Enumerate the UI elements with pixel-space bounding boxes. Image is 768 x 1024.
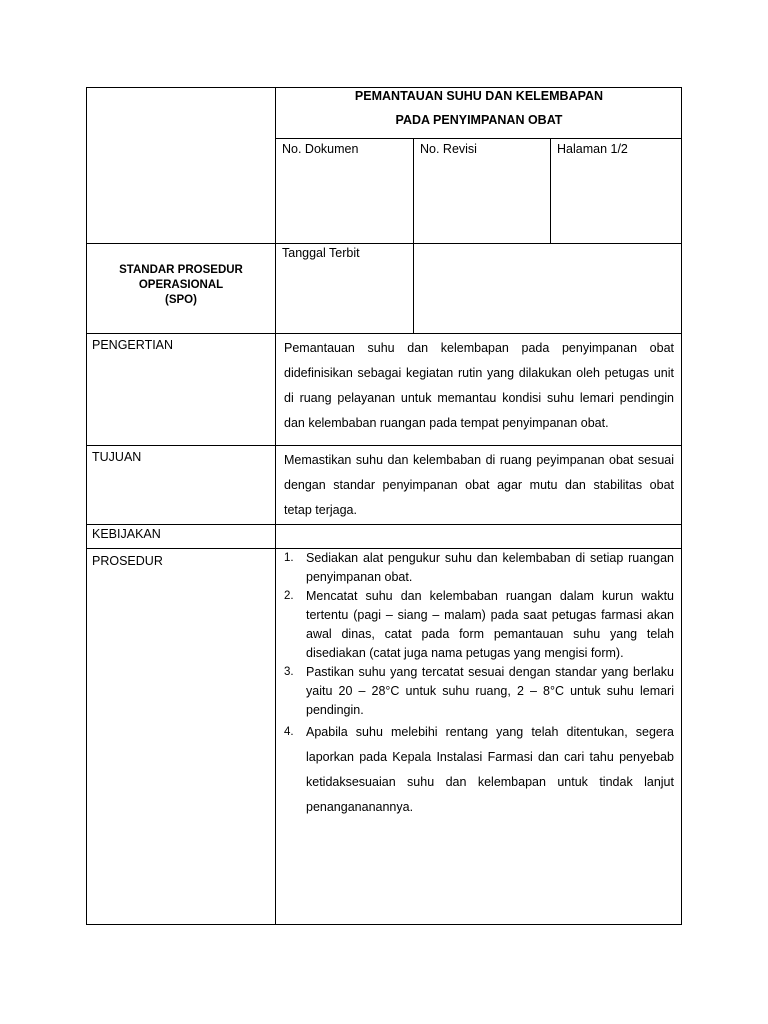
- halaman-label: Halaman 1/2: [557, 142, 628, 156]
- document-title-line1: PEMANTAUAN SUHU DAN KELEMBAPAN: [354, 89, 604, 103]
- step-number: 4.: [284, 726, 294, 738]
- border-top: [86, 87, 682, 88]
- tanggal-terbit-label: Tanggal Terbit: [282, 246, 360, 260]
- step-text: Pastikan suhu yang tercatat sesuai dengan standar yang berlaku yaitu 20 – 28°C untuk suhu ruang, 2 – 8°C untuk suhu lemari pendingin.: [306, 665, 674, 717]
- no-dokumen-label: No. Dokumen: [282, 142, 359, 156]
- spo-title-line1: STANDAR PROSEDUR: [119, 264, 243, 276]
- step-number: 2.: [284, 590, 294, 602]
- pengertian-line: dan kelembaban ruangan pada tempat penyimpanan obat.: [284, 416, 609, 430]
- row-divider-tanggal: [86, 243, 682, 244]
- row-divider-pengertian: [86, 333, 682, 334]
- prosedur-label: PROSEDUR: [92, 554, 163, 568]
- title-divider: [275, 138, 682, 139]
- pengertian-text: [284, 336, 674, 436]
- pengertian-line: di ruang pelayanan untuk memantau kondisi suhu lemari pendingin: [284, 391, 674, 405]
- border-left: [86, 87, 87, 925]
- tujuan-label: TUJUAN: [92, 450, 142, 464]
- header-divider-2: [550, 138, 551, 243]
- pengertian-label: PENGERTIAN: [92, 338, 174, 352]
- row-divider-tujuan: [86, 445, 682, 446]
- prosedur-steps: [284, 549, 674, 820]
- prosedur-step: [284, 720, 674, 820]
- step-number: 1.: [284, 552, 294, 564]
- header-divider-1: [413, 138, 414, 334]
- border-bottom: [86, 924, 682, 925]
- spo-title-line2: OPERASIONAL: [138, 279, 224, 291]
- step-text: Mencatat suhu dan kelembaban ruangan dalam kurun waktu tertentu (pagi – siang – malam) pada saat petugas farmasi akan awal dinas, catat pada form pemantauan suhu yang telah disediakan (catat juga nama petugas yang mengisi form).: [306, 589, 674, 660]
- tujuan-text: [284, 448, 674, 523]
- no-revisi-label: No. Revisi: [420, 142, 477, 156]
- tujuan-line: dengan standar penyimpanan obat agar mutu dan stabilitas obat: [284, 478, 674, 492]
- column-divider: [275, 87, 276, 925]
- prosedur-step: [284, 549, 674, 587]
- prosedur-step: [284, 663, 674, 720]
- tujuan-line: Memastikan suhu dan kelembaban di ruang peyimpanan obat sesuai: [284, 453, 674, 467]
- step-text: Apabila suhu melebihi rentang yang telah ditentukan, segera laporkan pada Kepala Instalasi Farmasi dan cari tahu penyebab ketidaksesuaian suhu dan kelembapan untuk tindak lanjut penangananannya.: [306, 725, 674, 814]
- document-title-line2: PADA PENYIMPANAN OBAT: [395, 113, 563, 127]
- border-right: [681, 87, 682, 925]
- pengertian-line: didefinisikan sebagai kegiatan rutin yang dilakukan oleh petugas unit: [284, 366, 674, 380]
- prosedur-step: [284, 587, 674, 663]
- row-divider-kebijakan: [86, 524, 682, 525]
- tujuan-line: tetap terjaga.: [284, 503, 357, 517]
- spo-document: [86, 87, 682, 925]
- spo-title-line3: (SPO): [165, 294, 197, 306]
- pengertian-line: Pemantauan suhu dan kelembapan pada penyimpanan obat: [284, 341, 674, 355]
- kebijakan-label: KEBIJAKAN: [92, 527, 161, 541]
- step-number: 3.: [284, 666, 294, 678]
- step-text: Sediakan alat pengukur suhu dan kelembaban di setiap ruangan penyimpanan obat.: [306, 551, 674, 584]
